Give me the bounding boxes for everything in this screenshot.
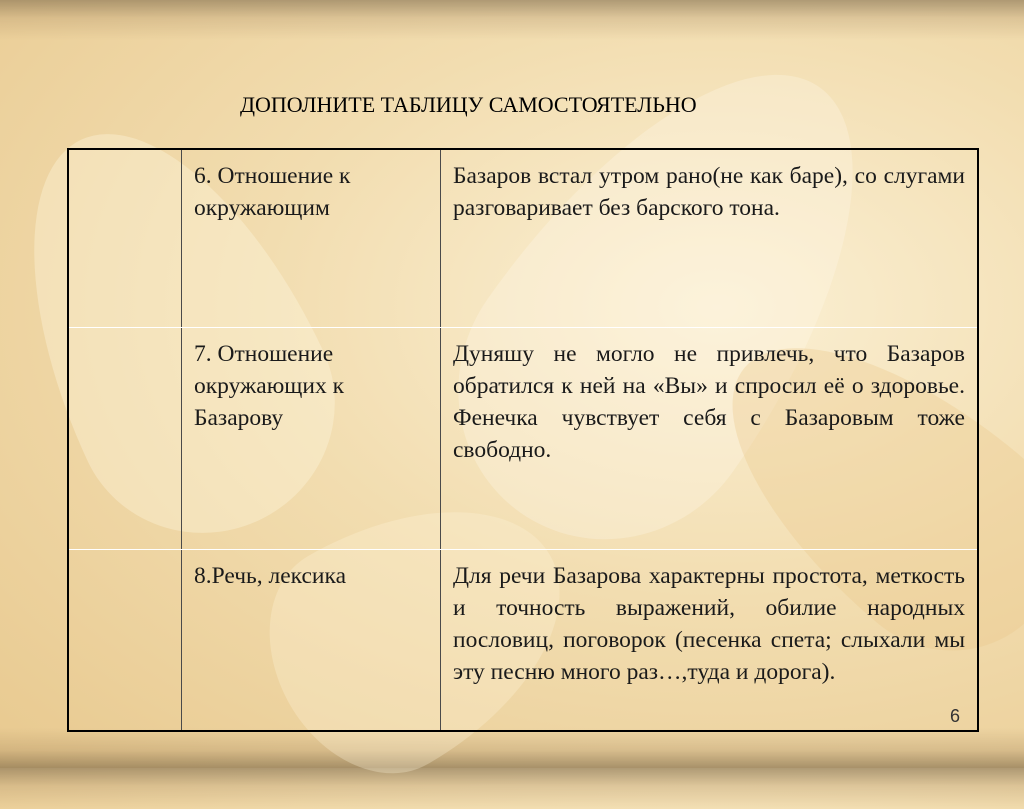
table-cell-empty <box>68 327 182 549</box>
table-cell-aspect: 7. Отношение окружающих к Базарову <box>182 327 441 549</box>
table-cell-text: Для речи Базарова характерны простота, меткость и точность выражений, обилие народных пословиц, поговорок (песенка спета; слыхали мы эту песню много раз…,туда и дорога). <box>441 549 979 731</box>
table-row <box>68 149 978 327</box>
table-row <box>68 327 978 549</box>
table-cell-text: Базаров встал утром рано(не как баре), со слугами разговаривает без барского тона. <box>441 149 979 327</box>
table-cell-aspect: 8.Речь, лексика <box>182 549 441 731</box>
table-cell-text: Дуняшу не могло не привлечь, что Базаров обратился к ней на «Вы» и спросил её о здоровье. Фенечка чувствует себя с Базаровым тоже свободно. <box>441 327 979 549</box>
content-table <box>67 148 979 732</box>
table-cell-empty <box>68 149 182 327</box>
table-cell-empty <box>68 549 182 731</box>
slide-title: ДОПОЛНИТЕ ТАБЛИЦУ САМОСТОЯТЕЛЬНО <box>240 92 697 117</box>
table-row <box>68 549 978 731</box>
slide-number: 6 <box>950 706 961 726</box>
table-cell-aspect: 6. Отношение к окружающим <box>182 149 441 327</box>
